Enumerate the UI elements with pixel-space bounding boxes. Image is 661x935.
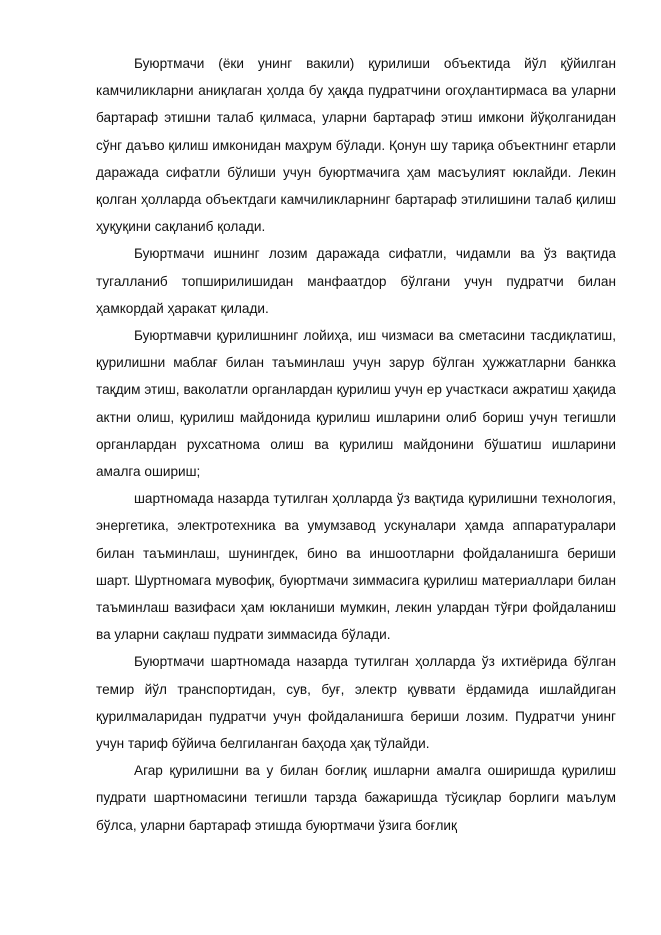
- paragraph-equipment-supply: шартномада назарда тутилган ҳолларда ўз вақтида қурилишни технология, энергетика, электротехника ва умумзавод ускуналари ҳамда аппаратуралари билан таъминлаш, шунингдек, бино ва иншоотларни фойдаланишга бериши шарт. Шуртномага мувофиқ, буюртмачи зиммасига қурилиш материаллари билан таъминлаш вазифаси ҳам юкланиши мумкин, лекин улардан тўғри фойдаланиш ва уларни сақлаш пудрати зиммасида бўлади.: [96, 491, 616, 643]
- paragraph-obstacles: Агар қурилишни ва у билан боғлиқ ишларни амалга оширишда қурилиш пудрати шартномасини тегишли тарзда бажаришда тўсиқлар борлиги маълум бўлса, уларни бартараф этишда буюртмачи ўзига боғлиқ: [96, 763, 616, 833]
- paragraph-customer-interest: Буюртмачи ишнинг лозим даражада сифатли, чидамли ва ўз вақтида тугалланиб топширилишидан манфаатдор бўлгани учун пудратчи билан ҳамкордай ҳаракат қилади.: [96, 246, 616, 316]
- document-body: [96, 50, 616, 839]
- paragraph-customer-defects: Буюртмачи (ёки унинг вакили) қурилиши объектида йўл қўйилган камчиликларни аниқлаган ҳолда бу ҳақда пудратчини огоҳлантирмаса ва уларни бартараф этишни талаб қилмаса, уларни бартараф этиш имкони йўқолганидан сўнг даъво қилиш имконидан маҳрум бўлади. Қонун шу тариқа объектнинг етарли даражада сифатли бўлиши учун буюртмачига ҳам масъулият юклайди. Лекин қолган ҳолларда объектдаги камчиликларнинг бартараф этилишини талаб қилиш ҳуқуқини сақланиб қолади.: [96, 56, 616, 235]
- paragraph-transport-utilities: Буюртмачи шартномада назарда тутилган ҳолларда ўз ихтиёрида бўлган темир йўл транспортидан, сув, буғ, электр қуввати ёрдамида ишлайдиган қурилмаларидан пудратчи учун фойдаланишга бериши лозим. Пудратчи унинг учун тариф бўйича белгиланган баҳода ҳақ тўлайди.: [96, 654, 616, 752]
- paragraph-customer-duties: Буюртмавчи қурилишнинг лойиҳа, иш чизмаси ва сметасини тасдиқлатиш, қурилишни маблағ билан таъминлаш учун зарур бўлган ҳужжатларни банкка тақдим этиш, ваколатли органлардан қурилиш учун ер участкаси ажратиш ҳақида актни олиш, қурилиш майдонида қурилиш ишларини олиб бориш учун тегишли органлардан рухсатнома олиш ва қурилиш майдонини бўшатиш ишларини амалга ошириш;: [96, 328, 616, 480]
